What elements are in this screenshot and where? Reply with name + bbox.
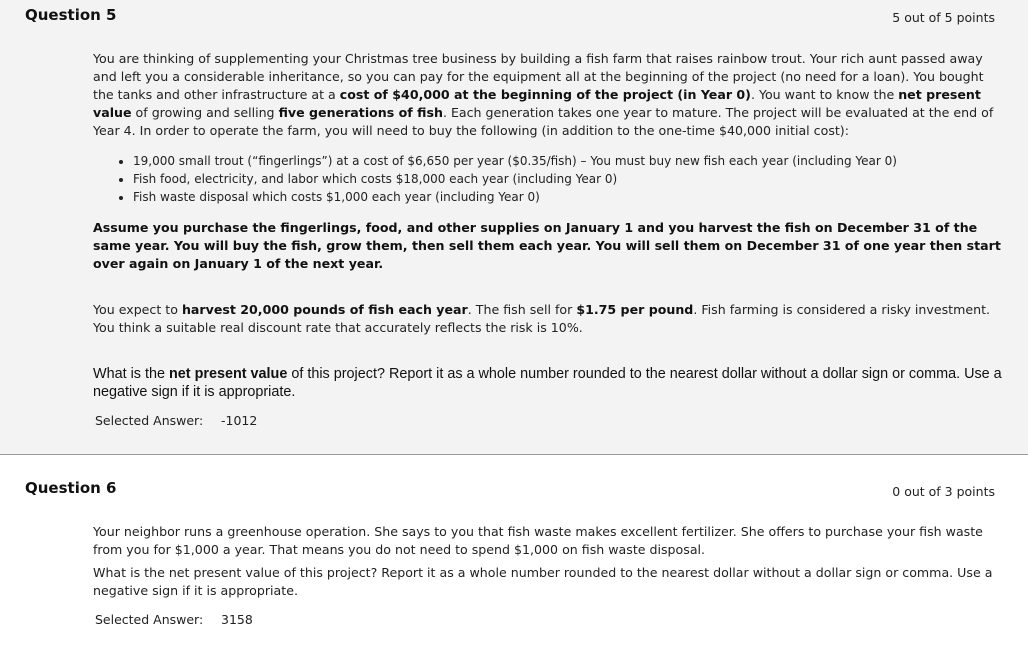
intro-text: You are thinking of supplementing your Christmas tree business by building a fish farm that raises rainbow trout. Your rich aunt passed away and left you a considerable inheritance, so you can pay for the equipment all at the beginning of the project (no need for a loan). You bought the tanks and other infrastructure at a — [93, 51, 984, 102]
prompt-text: What is the — [93, 366, 169, 382]
bullet-food-labor: • Fish food, electricity, and labor which costs $18,000 each year (including Year 0) — [133, 170, 1028, 188]
question-prompt: What is the net present value of this project? Report it as a whole number rounded to the nearest dollar without a dollar sign or comma. Use a negative sign if it is appropriate. — [93, 565, 993, 598]
question-6-panel — [0, 464, 1028, 653]
selected-answer-label: Selected Answer: — [95, 612, 204, 627]
assumption-paragraph: Assume you purchase the fingerlings, food, and other supplies on January 1 and you harvest the fish on December 31 of the same year. You will buy the fish, grow them, then sell them each year. You will sell them on December 31 of one year then start over again on January 1 of the next year. — [93, 220, 1001, 271]
selected-answer-label: Selected Answer: — [95, 413, 204, 428]
question-intro-paragraph: Your neighbor runs a greenhouse operation. She says to you that fish waste makes excellent fertilizer. She offers to purchase your fish waste from you for $1,000 a year. That means you do not need to spend $1,000 on fish waste disposal. — [93, 524, 983, 557]
expect-text: . Fish farming is considered a risky investment. You think a suitable real discount rate that accurately reflects the risk is 10%. — [93, 302, 991, 335]
intro-text: of growing and selling — [131, 105, 279, 120]
expect-bold-price: $1.75 per pound — [576, 302, 694, 317]
selected-answer-value: -1012 — [221, 413, 258, 428]
intro-text: . Each generation takes one year to mature. The project will be evaluated at the end of Year 4. In order to operate the farm, you will need to buy the following (in addition to the one-time $40,000 initial cost): — [93, 105, 994, 138]
cost-bullet-list — [93, 152, 1028, 206]
intro-bold-cost: cost of $40,000 at the beginning of the project (in Year 0) — [339, 87, 751, 102]
intro-bold-generations: five generations of fish — [278, 105, 443, 120]
expect-text: . The fish sell for — [467, 302, 577, 317]
prompt-bold-npv: net present value — [168, 366, 288, 382]
selected-answer-row — [95, 413, 257, 428]
question-intro-paragraph — [93, 50, 1005, 140]
expect-bold-harvest: harvest 20,000 pounds of fish each year — [181, 302, 468, 317]
question-title: Question 6 — [25, 479, 117, 497]
expect-text: You expect to — [93, 302, 182, 317]
prompt-text: of this project? Report it as a whole number rounded to the nearest dollar without a dollar sign or comma. Use a negative sign if it is appropriate. — [93, 366, 1002, 400]
question-title: Question 5 — [25, 6, 117, 24]
bullet-fingerlings: • 19,000 small trout (“fingerlings”) at a cost of $6,650 per year ($0.35/fish) – You must buy new fish each year (including Year 0) — [133, 152, 1028, 170]
selected-answer-row — [95, 612, 253, 627]
intro-text: . You want to know the — [750, 87, 899, 102]
expectation-paragraph — [93, 301, 1005, 337]
bullet-waste-disposal: • Fish waste disposal which costs $1,000 each year (including Year 0) — [133, 188, 1028, 206]
selected-answer-value: 3158 — [221, 612, 253, 627]
question-prompt — [93, 365, 1005, 401]
question-points: 5 out of 5 points — [892, 10, 995, 25]
question-points: 0 out of 3 points — [892, 484, 995, 499]
intro-bold-npv: net present value — [93, 87, 981, 120]
